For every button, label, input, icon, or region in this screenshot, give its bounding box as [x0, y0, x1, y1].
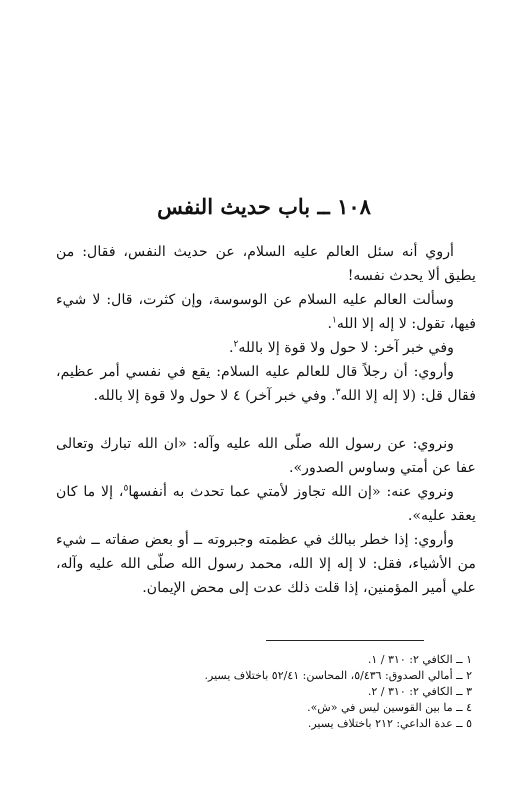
paragraph [56, 360, 476, 408]
paragraph-text: ونروي: عن رسول الله صلّى الله عليه وآله: «ان الله تبارك وتعالى عفا عن أمتي وساوس الصدور». [56, 436, 476, 476]
paragraph [56, 240, 476, 288]
footnote: ٥ ــ عدة الداعي: ٢١٢ باختلاف يسير. [307, 717, 472, 730]
footnotes [80, 652, 472, 732]
footnote: ٤ ــ ما بين القوسين ليس في «ش». [307, 701, 472, 714]
paragraph-tail: . [228, 340, 234, 356]
paragraph-text: وسألت العالم عليه السلام عن الوسوسة، وإن كثرت، قال: لا شيء فيها، تقول: لا إله إلا الله [56, 292, 476, 332]
footnote-marker: ٢ [233, 339, 239, 350]
footnote: ٣ ــ الكافي ٢: ٣١٠ / ٢. [367, 685, 472, 698]
paragraph-text: وأروي: إذا خطر ببالك في عظمته وجبروته ــ أو بعض صفاته ــ شيء من الأشياء، فقل: لا إله إلا الله، محمد رسول الله صلّى الله عليه وآله، علي أمير المؤمنين، إذا قلت ذلك عدت إلى محض الإيمان. [56, 532, 476, 596]
paragraph-gap [56, 408, 476, 432]
footnote-marker: ١ [331, 315, 337, 326]
main-text [56, 240, 476, 600]
footnote-marker: ٥ [123, 483, 129, 494]
footnote: ١ ــ الكافي ٢: ٣١٠ / ١. [367, 653, 472, 666]
footnote-divider [266, 640, 424, 641]
paragraph-text: وفي خبر آخر: لا حول ولا قوة إلا بالله [238, 340, 454, 356]
paragraph-text: وأروي: أن رجلاً قال للعالم عليه السلام: يقع في نفسي أمر عظيم، فقال قل: (لا إله إلا الله [56, 364, 476, 404]
paragraph [56, 480, 476, 528]
paragraph [56, 528, 476, 600]
footnote: ٢ ــ أمالي الصدوق: ٥/٤٣٦، المحاسن: ٥٢/٤١ باختلاف يسير. [204, 669, 472, 682]
paragraph-tail: . وفي خبر آخر) ٤ لا حول ولا قوة إلا بالله. [93, 388, 336, 404]
paragraph [56, 336, 476, 360]
paragraph-tail: ، إلا ما كان يعقد عليه». [56, 484, 476, 524]
chapter-title: ١٠٨ ــ باب حديث النفس [157, 194, 371, 219]
paragraph-text: أروي أنه سئل العالم عليه السلام، عن حديث النفس، فقال: من يطيق ألا يحدث نفسه! [56, 244, 476, 284]
paragraph-text: ونروي عنه: «إن الله تجاوز لأمتي عما تحدث به أنفسها [128, 484, 455, 500]
paragraph [56, 432, 476, 480]
footnote-marker: ٣ [335, 387, 341, 398]
paragraph [56, 288, 476, 336]
paragraph-tail: . [327, 316, 332, 332]
